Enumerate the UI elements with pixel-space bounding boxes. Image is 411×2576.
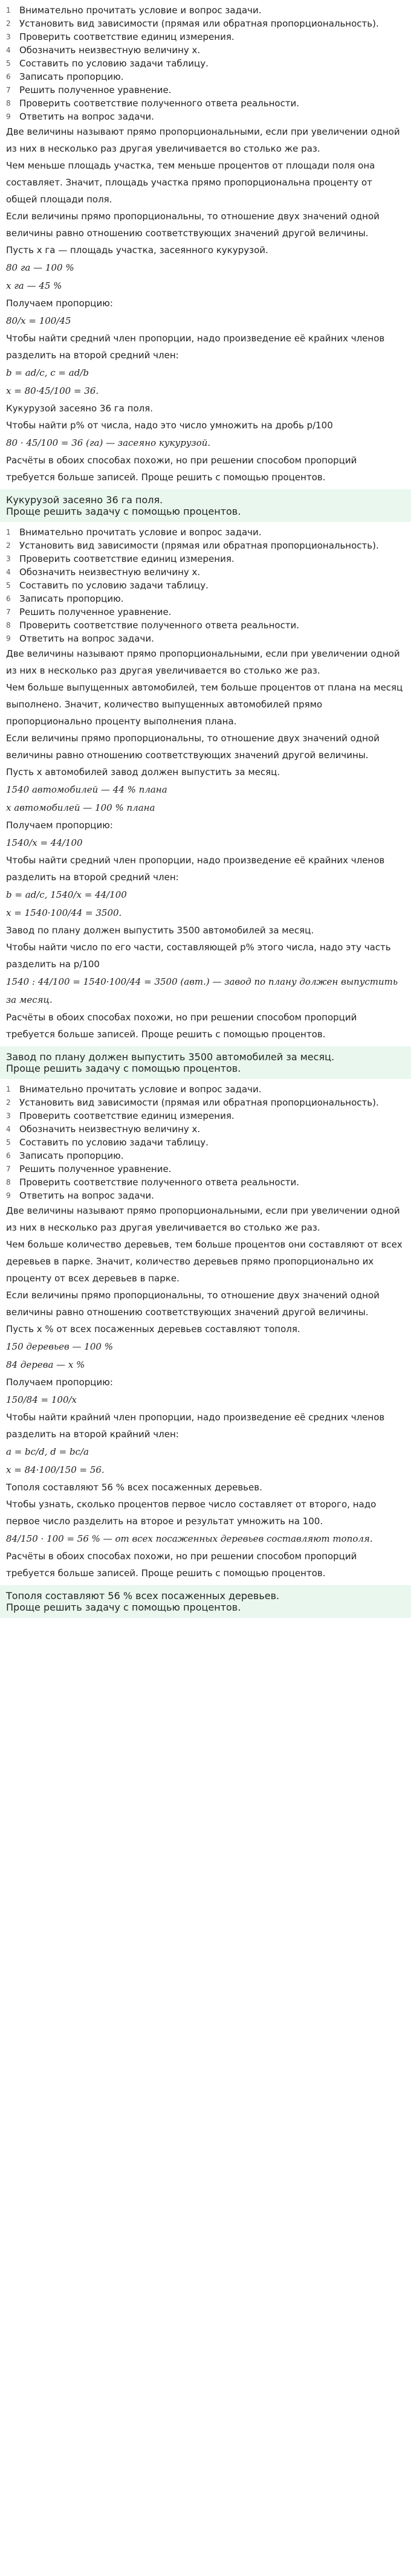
formula: x га — 45 % <box>6 280 62 291</box>
text: Чтобы узнать, сколько процентов первое число составляет от второго, надо первое число разделить на второе и результат умножить на 100. <box>6 1499 377 1527</box>
plan-step: 8 Проверить соответствие полученного ответа реальности. <box>6 620 300 631</box>
plan-step: 2 Установить вид зависимости (прямая или обратная пропорциональность). <box>6 540 379 551</box>
text: Чтобы найти p% от числа, надо это число умножить на дробь p/100 <box>6 420 333 431</box>
plan-step: 1 Внимательно прочитать условие и вопрос задачи. <box>6 5 262 16</box>
plan-list <box>6 526 405 645</box>
plan-step: 7 Решить полученное уравнение. <box>6 1164 172 1174</box>
definition: Если величины прямо пропорциональны, то отношение двух значений одной величины равно отношению соответствующих значений другой величины. <box>6 733 380 761</box>
plan-step: 8 Проверить соответствие полученного ответа реальности. <box>6 1177 300 1188</box>
plan-step: 2 Установить вид зависимости (прямая или обратная пропорциональность). <box>6 18 379 29</box>
formula: a = bc/d, d = bc/a <box>6 1446 89 1457</box>
text: Чем меньше площадь участка, тем меньше процентов от площади поля она составляет. Значит, площадь участка прямо пропорциональна проценту от общей площади поля. <box>6 160 375 205</box>
plan-list <box>6 4 405 123</box>
intro: Две величины называют прямо пропорциональными, если при увеличении одной из них в несколько раз другая увеличивается во столько же раз. <box>6 1205 400 1233</box>
definition: Если величины прямо пропорциональны, то отношение двух значений одной величины равно отношению соответствующих значений другой величины. <box>6 211 380 239</box>
result: Кукурузой засеяно 36 га поля. <box>6 403 154 414</box>
plan-step: 3 Проверить соответствие единиц измерения. <box>6 553 235 564</box>
plan-step: 4 Обозначить неизвестную величину x. <box>6 45 201 56</box>
text: Расчёты в обоих способах похожи, но при решении способом пропорций требуется больше записей. Проще решить с помощью процентов. <box>6 1551 357 1579</box>
proportion: 1540/x = 44/100 <box>6 837 83 848</box>
plan-step: 6 Записать пропорцию. <box>6 593 124 604</box>
plan-step: 1 Внимательно прочитать условие и вопрос задачи. <box>6 527 262 538</box>
calculation: 84/150 · 100 = 56 % — от всех посаженных деревьев составляют тополя. <box>6 1533 373 1544</box>
text: Получаем пропорцию: <box>6 820 113 831</box>
calculation: x = 84·100/150 = 56. <box>6 1464 105 1475</box>
intro: Две величины называют прямо пропорциональными, если при увеличении одной из них в несколько раз другая увеличивается во столько же раз. <box>6 648 400 676</box>
calculation: x = 80·45/100 = 36. <box>6 385 99 396</box>
plan-step: 2 Установить вид зависимости (прямая или обратная пропорциональность). <box>6 1097 379 1108</box>
answer-banner: Кукурузой засеяно 36 га поля. Проще решить задачу с помощью процентов. <box>0 489 411 522</box>
plan-step: 4 Обозначить неизвестную величину x. <box>6 567 201 578</box>
formula: b = ad/c, 1540/x = 44/100 <box>6 889 127 900</box>
text: Чтобы найти средний член пропорции, надо произведение её крайних членов разделить на второй средний член: <box>6 855 385 883</box>
intro: Две величины называют прямо пропорциональными, если при увеличении одной из них в несколько раз другая увеличивается во столько же раз. <box>6 126 400 154</box>
plan-step: 8 Проверить соответствие полученного ответа реальности. <box>6 98 300 109</box>
text: Чтобы найти крайний член пропорции, надо произведение её средних членов разделить на второй крайний член: <box>6 1412 385 1440</box>
text: Расчёты в обоих способах похожи, но при решении способом пропорций требуется больше записей. Проще решить с помощью процентов. <box>6 455 357 483</box>
plan-step: 4 Обозначить неизвестную величину x. <box>6 1124 201 1135</box>
calculation: 80 · 45/100 = 36 (га) — засеяно кукурузой. <box>6 437 211 448</box>
formula: b = ad/c, c = ad/b <box>6 367 89 378</box>
let: Пусть x га — площадь участка, засеянного кукурузой. <box>6 245 268 256</box>
calculation: x = 1540·100/44 = 3500. <box>6 907 122 918</box>
plan-step: 5 Составить по условию задачи таблицу. <box>6 58 209 69</box>
proportion: 150/84 = 100/x <box>6 1394 77 1405</box>
plan-step: 3 Проверить соответствие единиц измерения. <box>6 1110 235 1121</box>
plan-step: 5 Составить по условию задачи таблицу. <box>6 1137 209 1148</box>
let: Пусть x % от всех посаженных деревьев составляют тополя. <box>6 1324 300 1335</box>
plan-step: 9 Ответить на вопрос задачи. <box>6 633 154 644</box>
text: Чтобы найти число по его части, составляющей p% этого числа, надо эту часть разделить на p/100 <box>6 942 391 970</box>
plan-step: 7 Решить полученное уравнение. <box>6 85 172 95</box>
result: Завод по плану должен выпустить 3500 автомобилей за месяц. <box>6 925 314 936</box>
problem-2 <box>0 522 411 1046</box>
plan-step: 6 Записать пропорцию. <box>6 1150 124 1161</box>
formula: 1540 автомобилей — 44 % плана <box>6 784 167 795</box>
let: Пусть x автомобилей завод должен выпустить за месяц. <box>6 767 280 778</box>
answer-banner: Тополя составляют 56 % всех посаженных деревьев. Проще решить задачу с помощью процентов. <box>0 1585 411 1618</box>
plan-step: 7 Решить полученное уравнение. <box>6 607 172 617</box>
text: Чтобы найти средний член пропорции, надо произведение её крайних членов разделить на второй средний член: <box>6 333 385 361</box>
proportion: 80/x = 100/45 <box>6 315 71 326</box>
problem-1 <box>0 0 411 489</box>
result: Тополя составляют 56 % всех посаженных деревьев. <box>6 1482 262 1493</box>
plan-step: 5 Составить по условию задачи таблицу. <box>6 580 209 591</box>
plan-step: 3 Проверить соответствие единиц измерения. <box>6 31 235 42</box>
text: Чем больше выпущенных автомобилей, тем больше процентов от плана на месяц выполнено. Значит, количество выпущенных автомобилей прямо пропорционально проценту выполнения плана. <box>6 682 403 727</box>
text: Расчёты в обоих способах похожи, но при решении способом пропорций требуется больше записей. Проще решить с помощью процентов. <box>6 1012 357 1040</box>
text: Чем больше количество деревьев, тем больше процентов они составляют от всех деревьев в парке. Значит, количество деревьев прямо пропорционально их проценту от всех деревьев в парке. <box>6 1239 403 1284</box>
plan-step: 6 Записать пропорцию. <box>6 71 124 82</box>
formula: 80 га — 100 % <box>6 262 74 273</box>
formula: 84 дерева — x % <box>6 1359 85 1370</box>
definition: Если величины прямо пропорциональны, то отношение двух значений одной величины равно отношению соответствующих значений другой величины. <box>6 1290 380 1318</box>
plan-step: 9 Ответить на вопрос задачи. <box>6 111 154 122</box>
plan-step: 9 Ответить на вопрос задачи. <box>6 1190 154 1201</box>
plan-step: 1 Внимательно прочитать условие и вопрос задачи. <box>6 1084 262 1095</box>
formula: x автомобилей — 100 % плана <box>6 802 155 813</box>
text: Получаем пропорцию: <box>6 298 113 309</box>
formula: 150 деревьев — 100 % <box>6 1341 113 1352</box>
answer-banner: Завод по плану должен выпустить 3500 автомобилей за месяц. Проще решить задачу с помощью процентов. <box>0 1046 411 1079</box>
problem-3 <box>0 1079 411 1585</box>
text: Получаем пропорцию: <box>6 1377 113 1388</box>
calculation: 1540 : 44/100 = 1540·100/44 = 3500 (авт.) — завод по плану должен выпустить за месяц. <box>6 976 398 1005</box>
plan-list <box>6 1083 405 1202</box>
